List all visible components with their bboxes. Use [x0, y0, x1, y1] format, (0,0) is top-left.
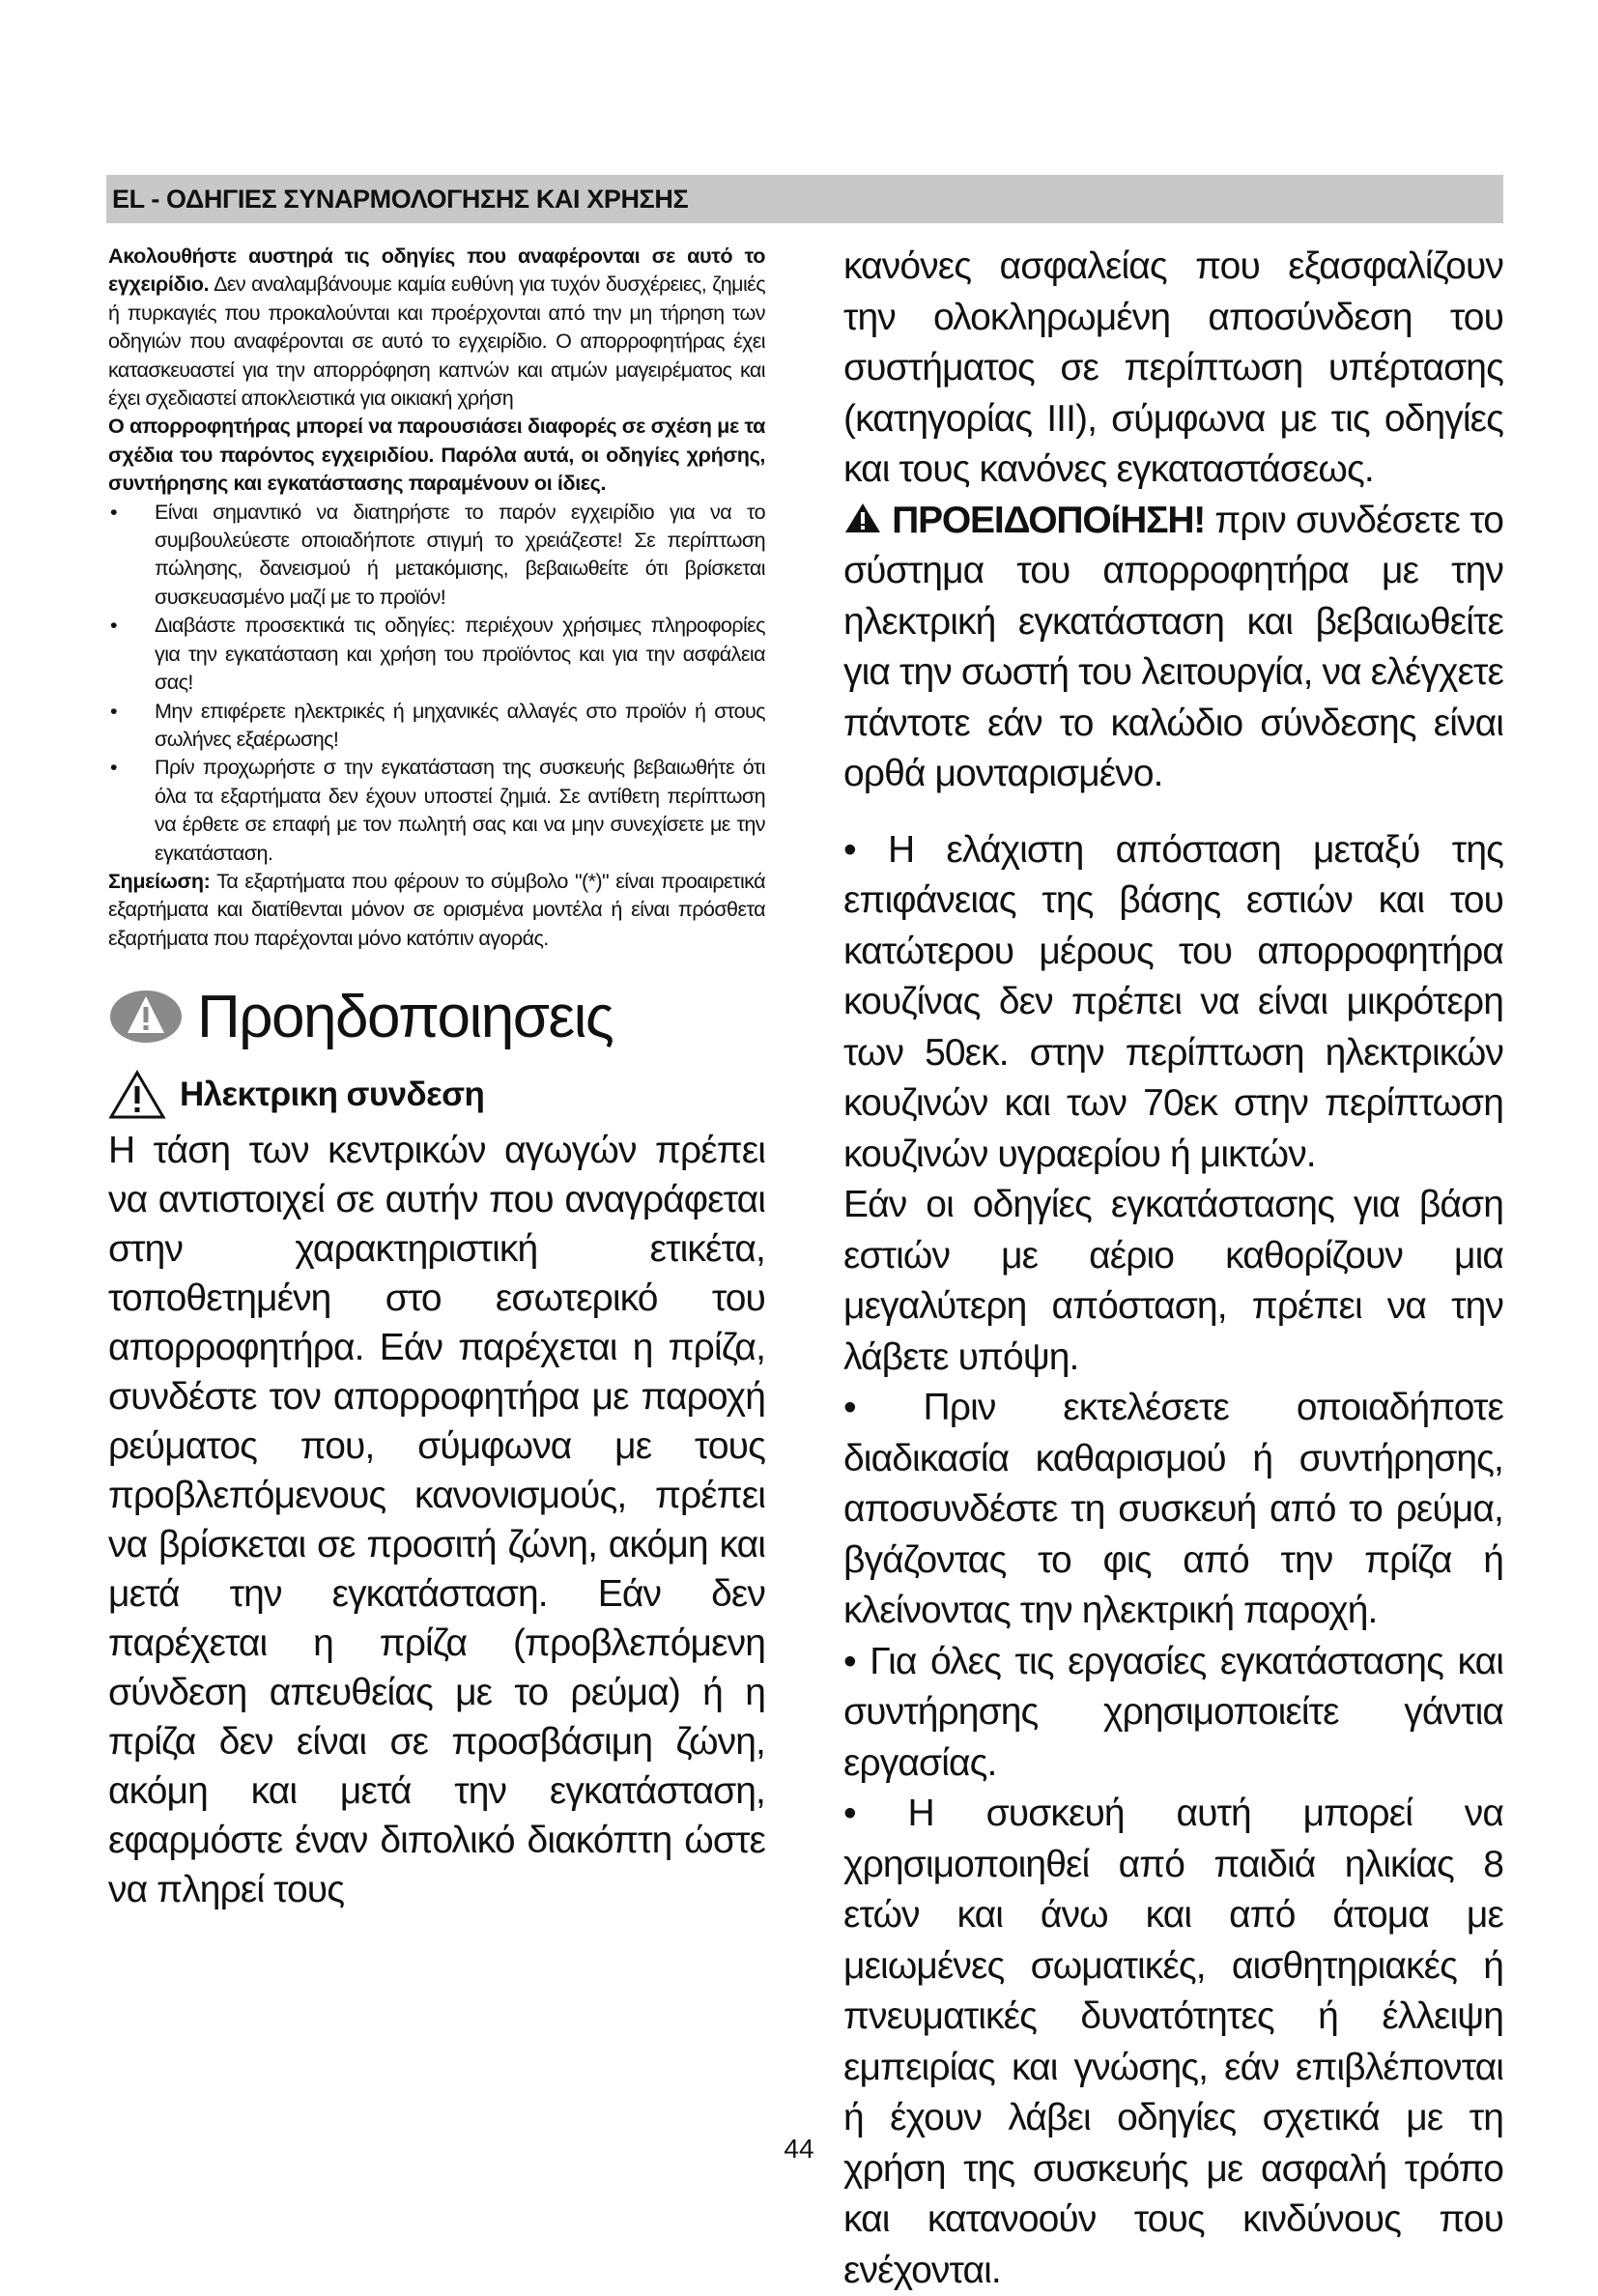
children-paragraph: • Η συσκευή αυτή μπορεί να χρησιμοποιηθεί από παιδιά ηλικίας 8 ετών και άνω και από άτομα με μειωμένες σωματικές, αισθητηριακές ή πνευματικές δυνατότητες ή έλλειψη εμπειρίας και γνώσης, εάν επιβλέπονται ή έχουν λάβει οδηγίες σχετικά με τη χρήση της συσκευής με ασφαλή τρόπο και κατανοούν τους κινδύνους που ενέχονται.: [843, 1793, 1503, 2291]
variation-note: [108, 412, 765, 497]
page-number: 44: [784, 2134, 814, 2164]
warning-triangle-icon: [843, 502, 882, 534]
bullet-text: Διαβάστε προσεκτικά τις οδηγίες: περιέχουν χρήσιμες πληροφορίες για την εγκατάσταση και χρήση του προϊόντος και για την ασφάλεια σας!: [155, 613, 765, 695]
gloves-paragraph: • Για όλες τις εργασίες εγκατάστασης και συντήρησης χρησιμοποιείτε γάντια εργασίας.: [843, 1640, 1503, 1784]
bullet-text: Πρίν προχωρήστε σ την εγκατάσταση της συσκευής βεβαιωθήτε ότι όλα τα εξαρτήματα δεν έχουν υποστεί ζημιά. Σε αντίθετη περίπτωση να έρθετε σε επαφή με τον πωλητή σας και να μην συνεχίσετε με την εγκατάσταση.: [155, 755, 765, 865]
right-column: [843, 242, 1503, 2296]
gas-paragraph: Εάν οι οδηγίες εγκατάστασης για βάση εστιών με αέριο καθορίζουν μια μεγαλύτερη απόσταση, πρέπει να την λάβετε υπόψη.: [843, 1184, 1503, 1378]
warning-text: πριν συνδέσετε το σύστημα του απορροφητήρα με την ηλεκτρική εγκατάσταση και βεβαιωθείτε για την σωστή του λειτουργία, να ελέγχετε πάντοτε εάν το καλώδιο σύνδεσης είναι ορθά μονταρισμένο.: [843, 499, 1504, 794]
left-column: [108, 242, 765, 1914]
distance-paragraph: • Η ελάχιστη απόσταση μεταξύ της επιφάνειας της βάσης εστιών και του κατώτερου μέρους του απορροφητήρα κουζίνας δεν πρέπει να είναι μικρότερη των 50εκ. στην περίπτωση ηλεκτρικών κουζινών και των 70εκ στην περίπτωση κουζινών υγραερίου ή μικτών.: [843, 828, 1503, 1175]
list-item: • Πρίν προχωρήστε σ την εγκατάσταση της συσκευής βεβαιωθήτε ότι όλα τα εξαρτήματα δεν έχουν υποστεί ζημιά. Σε αντίθετη περίπτωση να έρθετε σε επαφή με τον πωλητή σας και να μην συνεχίσετε με την εγκατάσταση.: [110, 755, 765, 865]
warnings-section-title: [108, 973, 765, 1060]
bullet-list: [108, 498, 765, 867]
continuation-paragraph: κανόνες ασφαλείας που εξασφαλίζουν την ολοκληρωμένη αποσύνδεση του συστήματος σε περίπτωση υπέρτασης (κατηγορίας III), σύμφωνα με τις οδηγίες και τους κανόνες εγκαταστάσεως.: [843, 245, 1503, 490]
variation-note-text: Ο απορροφητήρας μπορεί να παρουσιάσει διαφορές σε σχέση με τα σχέδια του παρόντος εγχειριδίου. Παρόλα αυτά, οι οδηγίες χρήσης, συντήρησης και εγκατάστασης παραμένουν οι ίδιες.: [108, 414, 765, 496]
warning-label: ΠΡΟΕΙΔΟΠΟίΗΣΗ!: [892, 499, 1206, 541]
cleaning-paragraph: • Πριν εκτελέσετε οποιαδήποτε διαδικασία καθαρισμού ή συντήρησης, αποσυνδέστε τη συσκευή από το ρεύμα, βγάζοντας το φις από την πρίζα ή κλείνοντας την ηλεκτρική παροχή.: [843, 1387, 1503, 1631]
section-header-bar: [106, 175, 1503, 223]
note-paragraph: [108, 867, 765, 952]
note-text: Τα εξαρτήματα που φέρουν το σύμβολο "(*)" είναι προαιρετικά εξαρτήματα και διατίθενται μόνον σε ορισμένα μοντέλα ή είναι πρόσθετα εξαρτήματα που παρέχονται μόνο κατόπιν αγοράς.: [108, 868, 765, 950]
intro-rest: Δεν αναλαμβάνουμε καμία ευθύνη για τυχόν δυσχέρειες, ζημιές ή πυρκαγιές που προκαλούνται και προέρχονται από την μη τήρηση των οδηγιών που αναφέρονται σε αυτό το εγχειρίδιο. Ο απορροφητήρας έχει κατασκευαστεί για την απορρόφηση καπνών και ατμών μαγειρέματος και έχει σχεδιαστεί αποκλειστικά για οικιακή χρήση: [108, 272, 765, 411]
electrical-paragraph: Η τάση των κεντρικών αγωγών πρέπει να αντιστοιχεί σε αυτήν που αναγράφεται στην χαρακτηριστική ετικέτα, τοποθετημένη στο εσωτερικό του απορροφητήρα. Εάν παρέχεται η πρίζα, συνδέστε τον απορροφητήρα με παροχή ρεύματος που, σύμφωνα με τους προβλεπόμενους κανονισμούς, πρέπει να βρίσκεται σε προσιτή ζώνη, ακόμη και μετά την εγκατάσταση. Εάν δεν παρέχεται η πρίζα (προβλεπόμενη σύνδεση απευθείας με το ρεύμα) ή η πρίζα δεν είναι σε προσβάσιμη ζώνη, ακόμη και μετά την εγκατάσταση, εφαρμόστε έναν διπολικό διακόπτη ώστε να πληρεί τους: [108, 1130, 765, 1911]
bullet-text: Είναι σημαντικό να διατηρήστε το παρόν εγχειρίδιο για να το συμβουλεύεστε οποιαδήποτε στιγμή το χρειάζεστε! Σε περίπτωση πώλησης, δανεισμού ή μετακόμισης, βεβαιωθείτε ότι βρίσκεται συσκευασμένο μαζί με το προϊόν!: [155, 499, 765, 609]
section-title-text: Προηδοποιησεις: [197, 983, 614, 1050]
list-item: • Διαβάστε προσεκτικά τις οδηγίες: περιέχουν χρήσιμες πληροφορίες για την εγκατάσταση και χρήση του προϊόντος και για την ασφάλεια σας!: [110, 613, 765, 695]
warning-triangle-icon: [108, 1070, 166, 1120]
bullet-text: Μην επιφέρετε ηλεκτρικές ή μηχανικές αλλαγές στο προϊόν ή στους σωλήνες εξαέρωσης!: [155, 698, 765, 751]
note-label: Σημείωση:: [108, 868, 211, 893]
subsection-title-text: Ηλεκτρικη συνδεση: [180, 1076, 485, 1114]
intro-paragraph: [108, 242, 765, 412]
header-title: EL - ΟΔΗΓΙΕΣ ΣΥΝΑΡΜΟΛΟΓΗΣΗΣ ΚΑΙ ΧΡΗΣΗΣ: [112, 185, 689, 214]
warning-circle-icon: [108, 989, 184, 1045]
list-item: • Μην επιφέρετε ηλεκτρικές ή μηχανικές αλλαγές στο προϊόν ή στους σωλήνες εξαέρωσης!: [110, 698, 765, 751]
list-item: • Είναι σημαντικό να διατηρήστε το παρόν εγχειρίδιο για να το συμβουλεύεστε οποιαδήποτε στιγμή το χρειάζεστε! Σε περίπτωση πώλησης, δανεισμού ή μετακόμισης, βεβαιωθείτε ότι βρίσκεται συσκευασμένο μαζί με το προϊόν!: [110, 499, 765, 609]
electrical-subsection-title: [108, 1064, 765, 1126]
warning-paragraph: [843, 496, 1503, 800]
intro-bold: Ακολουθήστε αυστηρά τις οδηγίες που αναφέρονται σε αυτό το εγχειρίδιο.: [108, 244, 765, 297]
